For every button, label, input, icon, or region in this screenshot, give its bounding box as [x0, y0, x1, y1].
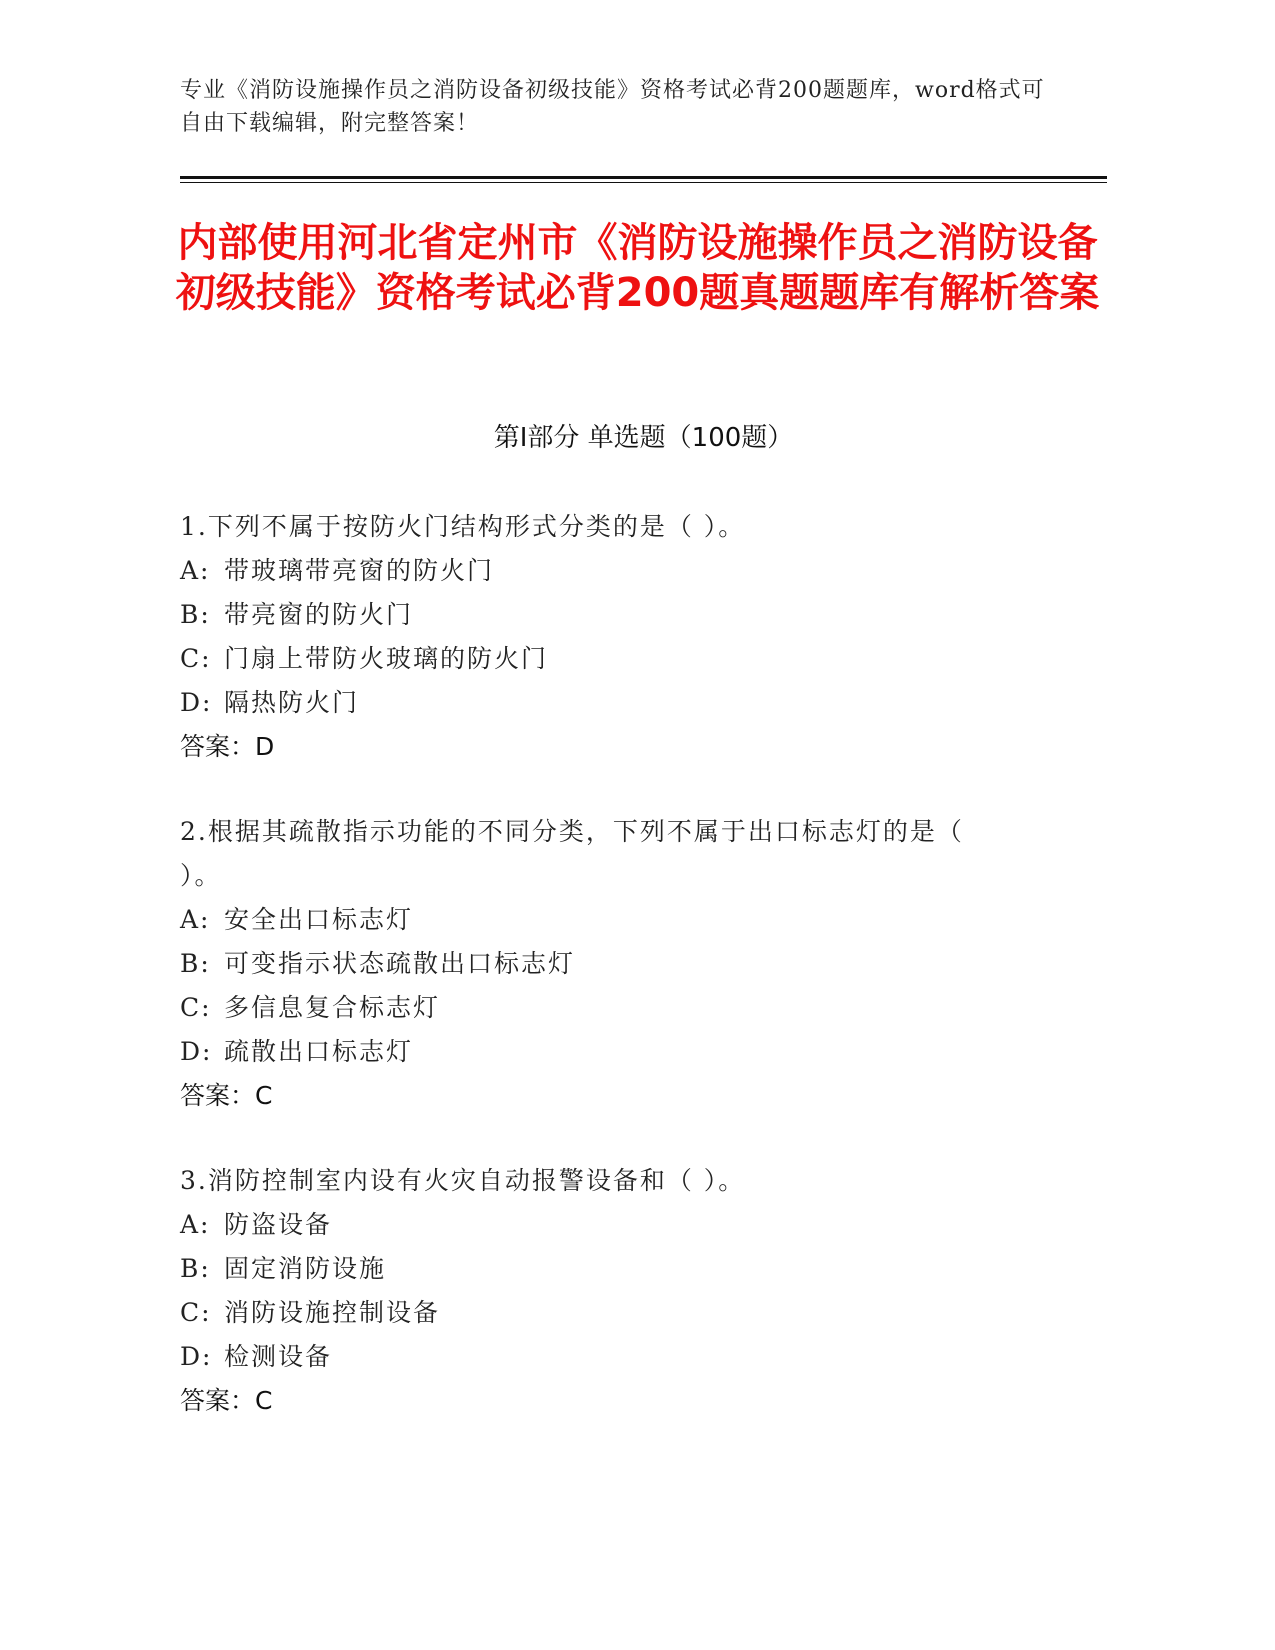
- option-text: 多信息复合标志灯: [224, 993, 441, 1022]
- answer-option: [180, 986, 1010, 1030]
- answer-option: [180, 898, 1010, 942]
- option-letter: A:: [180, 556, 211, 585]
- answer-option: [180, 637, 1010, 681]
- header-divider-thin: [180, 182, 1107, 183]
- option-letter: B:: [180, 1254, 211, 1283]
- option-text: 带亮窗的防火门: [224, 600, 414, 629]
- option-text: 门扇上带防火玻璃的防火门: [224, 644, 549, 673]
- header-note: 专业《消防设施操作员之消防设备初级技能》资格考试必背200题题库，word格式可自由下载编辑，附完整答案！: [180, 78, 1045, 136]
- question-item: [180, 505, 1010, 769]
- option-letter: C:: [180, 993, 212, 1022]
- answer-key: 答案：D: [180, 732, 275, 761]
- option-text: 防盗设备: [224, 1210, 333, 1239]
- header-divider-thick: [180, 176, 1107, 179]
- option-text: 固定消防设施: [224, 1254, 387, 1283]
- option-letter: B:: [180, 600, 211, 629]
- option-letter: C:: [180, 644, 212, 673]
- option-letter: C:: [180, 1298, 212, 1327]
- document-title: 内部使用河北省定州市《消防设施操作员之消防设备初级技能》资格考试必背200题真题题库有解析答案: [175, 220, 1100, 316]
- option-text: 安全出口标志灯: [224, 905, 414, 934]
- answer-key: 答案：C: [180, 1081, 273, 1110]
- question-item: [180, 810, 1010, 1118]
- answer-option: [180, 1291, 1010, 1335]
- option-letter: A:: [180, 905, 211, 934]
- option-text: 疏散出口标志灯: [224, 1037, 414, 1066]
- option-letter: D:: [180, 1342, 213, 1371]
- answer-option: [180, 1247, 1010, 1291]
- answer-key: 答案：C: [180, 1386, 273, 1415]
- option-letter: A:: [180, 1210, 211, 1239]
- answer-option: [180, 549, 1010, 593]
- section-heading: 第Ⅰ部分 单选题（100题）: [493, 423, 794, 453]
- question-stem: 3.消防控制室内设有火灾自动报警设备和（ ）。: [180, 1166, 746, 1195]
- answer-option: [180, 593, 1010, 637]
- option-text: 消防设施控制设备: [224, 1298, 441, 1327]
- option-letter: B:: [180, 949, 211, 978]
- option-text: 带玻璃带亮窗的防火门: [224, 556, 495, 585]
- answer-option: [180, 1335, 1010, 1379]
- answer-option: [180, 942, 1010, 986]
- option-letter: D:: [180, 1037, 213, 1066]
- question-stem: 1.下列不属于按防火门结构形式分类的是（ ）。: [180, 512, 746, 541]
- answer-option: [180, 681, 1010, 725]
- option-letter: D:: [180, 688, 213, 717]
- answer-option: [180, 1030, 1010, 1074]
- option-text: 可变指示状态疏散出口标志灯: [224, 949, 576, 978]
- question-stem: 2.根据其疏散指示功能的不同分类，下列不属于出口标志灯的是（ ）。: [180, 817, 964, 890]
- option-text: 隔热防火门: [224, 688, 360, 717]
- question-item: [180, 1159, 1010, 1423]
- option-text: 检测设备: [224, 1342, 333, 1371]
- answer-option: [180, 1203, 1010, 1247]
- question-list: [180, 505, 1010, 1464]
